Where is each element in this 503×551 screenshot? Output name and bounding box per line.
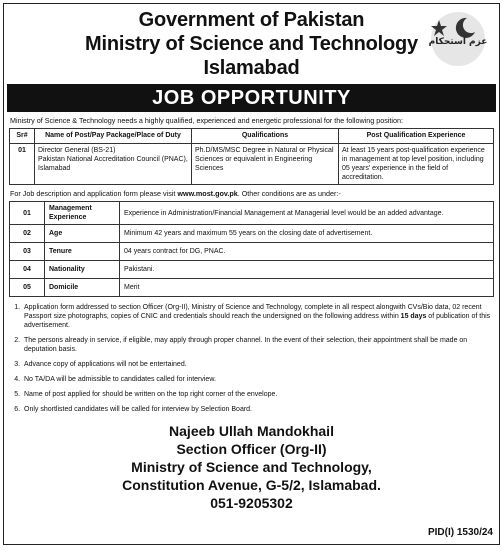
note-prefix: For Job description and application form please visit — [10, 189, 178, 198]
signature-org: Ministry of Science and Technology, — [131, 459, 372, 475]
officer-designation: Section Officer (Org-II) — [176, 441, 327, 457]
condition-no: 05 — [10, 279, 45, 297]
table-row — [10, 225, 494, 243]
instruction-item — [22, 303, 493, 330]
instruction-text: Application form addressed to section Officer (Org-II), Ministry of Science and Technology, complete in all respect alongwith CVs/Bio data, 02 recent Passport size photographs, copies of CNIC and credentials should reach the undersigned on the following address within — [24, 304, 482, 320]
sr-cell: 01 — [10, 144, 35, 185]
ministry-title: Ministry of Science and Technology — [85, 33, 418, 55]
instruction-text: of publication of this advertisement. — [24, 313, 491, 329]
signature-address: Constitution Avenue, G-5/2, Islamabad. — [122, 477, 381, 493]
post-cell — [35, 144, 192, 185]
city-title: Islamabad — [203, 57, 300, 79]
table-row — [10, 261, 494, 279]
condition-no: 03 — [10, 243, 45, 261]
condition-no: 02 — [10, 225, 45, 243]
condition-value: 04 years contract for DG, PNAC. — [120, 243, 494, 261]
instruction-deadline: 15 days — [400, 313, 427, 320]
instruction-item: 4. No TA/DA will be admissible to candidates called for interview. — [22, 375, 493, 384]
condition-value: Pakistani. — [120, 261, 494, 279]
column-header: Name of Post/Pay Package/Place of Duty — [35, 129, 192, 144]
condition-key: Age — [45, 225, 120, 243]
header — [4, 4, 499, 84]
instruction-item: 2. The persons already in service, if eligible, may apply through proper channel. In the event of their selection, their appointment shall be made on deputation basis. — [22, 336, 493, 354]
emblem-text: عزم استحکام — [428, 37, 488, 47]
table-row — [10, 279, 494, 297]
experience-cell: At least 15 years post-qualification experience in management at top level position, including 05 years' experience in the field of accreditation. — [339, 144, 494, 185]
instruction-item: 6. Only shortlisted candidates will be called for interview by Selection Board. — [22, 405, 493, 414]
note-text — [4, 185, 499, 201]
pid-number: PID(I) 1530/24 — [427, 527, 493, 538]
azm-e-istehkam-emblem-icon — [427, 10, 489, 68]
column-header: Sr# — [10, 129, 35, 144]
job-opportunity-banner: JOB OPPORTUNITY — [7, 84, 496, 112]
condition-value: Experience in Administration/Financial Management at Managerial level would be an added advantage. — [120, 202, 494, 225]
condition-key: Management Experience — [45, 202, 120, 225]
instruction-item: 5. Name of post applied for should be written on the top right corner of the envelope. — [22, 390, 493, 399]
condition-key: Nationality — [45, 261, 120, 279]
condition-no: 01 — [10, 202, 45, 225]
advertisement-page — [3, 3, 500, 545]
qualifications-cell: Ph.D/MS/MSC Degree in Natural or Physical Sciences or equivalent in Engineering Sciences — [192, 144, 339, 185]
instructions-list — [4, 303, 493, 414]
intro-text: Ministry of Science & Technology needs a highly qualified, experienced and energetic professional for the following position: — [10, 116, 404, 125]
post-place: Pakistan National Accreditation Council (PNAC), Islamabad — [38, 156, 188, 172]
condition-key: Domicile — [45, 279, 120, 297]
note-suffix: . Other conditions are as under:- — [237, 189, 341, 198]
signature-block — [4, 422, 499, 512]
conditions-table — [9, 201, 494, 297]
column-header: Qualifications — [192, 129, 339, 144]
government-title: Government of Pakistan — [138, 9, 365, 31]
table-row — [10, 243, 494, 261]
condition-value: Merit — [120, 279, 494, 297]
condition-key: Tenure — [45, 243, 120, 261]
officer-name: Najeeb Ullah Mandokhail — [169, 423, 334, 439]
condition-value: Minimum 42 years and maximum 55 years on the closing date of advertisement. — [120, 225, 494, 243]
column-header: Post Qualification Experience — [339, 129, 494, 144]
table-row — [10, 144, 494, 185]
website-link[interactable]: www.most.gov.pk — [177, 189, 238, 198]
table-row — [10, 202, 494, 225]
signature-phone: 051-9205302 — [210, 495, 293, 511]
post-table — [9, 128, 494, 185]
instruction-item: 3. Advance copy of applications will not be entertained. — [22, 360, 493, 369]
condition-no: 04 — [10, 261, 45, 279]
post-name: Director General (BS-21) — [38, 147, 116, 154]
